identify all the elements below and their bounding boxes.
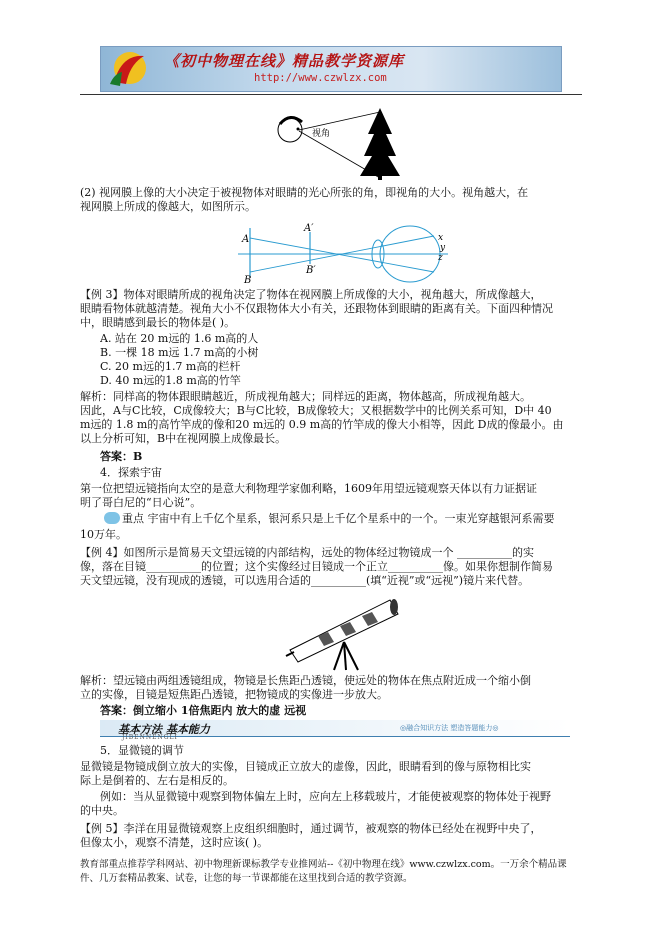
label-A: A <box>242 234 250 245</box>
section-banner-title: 基本方法 基本能力 <box>118 723 210 736</box>
header-url[interactable]: http://www.czwlzx.com <box>254 72 387 84</box>
sec4-title: 4．探索宇宙 <box>100 466 162 479</box>
ex4-line-2: 像，落在目镜__________的位置；这个实像经过目镜成一个正立__________像。如果你想制作简易 <box>80 560 553 573</box>
ex3-analysis-line-2: 因此，A与C比较，C成像较大；B与C比较，B成像较大；又根据数学中的比例关系可知，D中 40 <box>80 404 552 417</box>
ex3-analysis-line-1: 解析：同样高的物体跟眼睛越近，所成视角越大；同样远的距离，物体越高，所成视角越大。 <box>80 390 531 403</box>
ex3-option-a: A. 站在 20 m远的 1.6 m高的人 <box>100 332 259 345</box>
label-B-prime: B′ <box>306 265 316 276</box>
telescope-figure <box>278 594 418 672</box>
footer-line-1: 教育部重点推荐学科网站、初中物理新课标教学专业推网站--《初中物理在线》www.czwlzx.com。一万余个精品课 <box>80 859 567 870</box>
ex5-line-2: 但像太小，观察不清楚，这时应该( )。 <box>80 836 269 849</box>
ex4-analysis-line-1: 解析：望远镜由两组透镜组成，物镜是长焦距凸透镜，使远处的物体在焦点附近成一个缩小倒 <box>80 674 531 687</box>
sec5-title: 5．显微镜的调节 <box>100 744 184 757</box>
para-2-line-2: 视网膜上所成的像越大，如图所示。 <box>80 200 256 213</box>
section-banner-pinyin: JIBENNENGLI <box>122 734 178 741</box>
label-x: x <box>438 233 444 243</box>
label-A-prime: A′ <box>304 223 314 234</box>
view-angle-figure <box>268 104 418 182</box>
ex3-option-d: D. 40 m远的1.8 m高的竹竿 <box>100 374 241 387</box>
tip-icon <box>104 512 120 524</box>
ex3-option-b: B. 一棵 18 m远 1.7 m高的小树 <box>100 346 259 359</box>
ex4-answer: 答案：倒立缩小 1倍焦距内 放大的虚 远视 <box>100 704 307 717</box>
ex3-line-1: 【例 3】物体对眼睛所成的视角决定了物体在视网膜上所成像的大小，视角越大，所成像越大， <box>80 288 542 301</box>
ex3-line-3: 中，眼睛感到最长的物体是( )。 <box>80 316 236 329</box>
ex3-option-c: C. 20 m远的1.7 m高的栏杆 <box>100 360 241 373</box>
section-banner-slogan: ◎融合知识方法 塑造答题能力◎ <box>400 724 499 732</box>
view-angle-label: 视角 <box>312 129 331 139</box>
label-B: B <box>244 275 252 286</box>
ex4-analysis-line-2: 立的实像，目镜是短焦距凸透镜，把物镜成的实像进一步放大。 <box>80 688 388 701</box>
para-2-line-1: (2) 视网膜上像的大小决定于被视物体对眼睛的光心所张的角，即视角的大小。视角越大，在 <box>80 186 529 199</box>
ex4-line-1: 【例 4】如图所示是简易天文望远镜的内部结构，远处的物体经过物镜成一个 __________的实 <box>80 546 534 559</box>
sec5-line-3: 例如：当从显微镜中观察到物体偏左上时，应向左上移载玻片，才能使被观察的物体处于视野 <box>100 790 551 803</box>
header-rule <box>80 94 582 95</box>
header-title: 《初中物理在线》精品教学资源库 <box>164 52 405 70</box>
sec5-line-1: 显微镜是物镜成倒立放大的实像，目镜成正立放大的虚像，因此，眼睛看到的像与原物相比实 <box>80 760 531 773</box>
ex3-answer: 答案：B <box>100 450 143 463</box>
sec5-line-4: 的中央。 <box>80 804 124 817</box>
logo-icon <box>100 46 156 90</box>
ex5-line-1: 【例 5】李洋在用显微镜观察上皮组织细胞时，通过调节，被观察的物体已经处在视野中央了， <box>80 822 542 835</box>
ex3-line-2: 眼睛看物体就越清楚。视角大小不仅跟物体大小有关，还跟物体到眼睛的距离有关。下面四种情况 <box>80 302 553 315</box>
ex3-analysis-line-4: 以上分析可知，B中在视网膜上成像最长。 <box>80 432 287 445</box>
sec4-line-1: 第一位把望远镜指向太空的是意大利物理学家伽利略，1609年用望远镜观察天体以有力证据证 <box>80 482 537 495</box>
sec4-line-2: 明了哥白尼的“日心说”。 <box>80 496 202 509</box>
eye-diagram <box>238 220 453 286</box>
section-banner <box>100 720 570 741</box>
tip-line-2: 10万年。 <box>80 528 127 541</box>
label-y: y <box>440 243 446 253</box>
ex4-line-3: 天文望远镜，没有现成的透镜，可以选用合适的__________(填“近视”或“远视”)镜片来代替。 <box>80 574 530 587</box>
ex3-analysis-line-3: m远的 1.8 m的高竹竿成的像和20 m远的 0.9 m高的竹竿成的像大小相等，因此 D成的像最小。由 <box>80 418 564 431</box>
sec5-line-2: 际上是倒着的、左右是相反的。 <box>80 774 234 787</box>
label-z: z <box>438 253 443 263</box>
tip-line-1: 重点 宇宙中有上千亿个星系，银河系只是上千亿个星系中的一个。一束光穿越银河系需要 <box>122 512 555 525</box>
footer-line-2: 件、几万套精品教案、试卷，让您的每一节课都能在这里找到合适的教学资源。 <box>80 873 413 884</box>
